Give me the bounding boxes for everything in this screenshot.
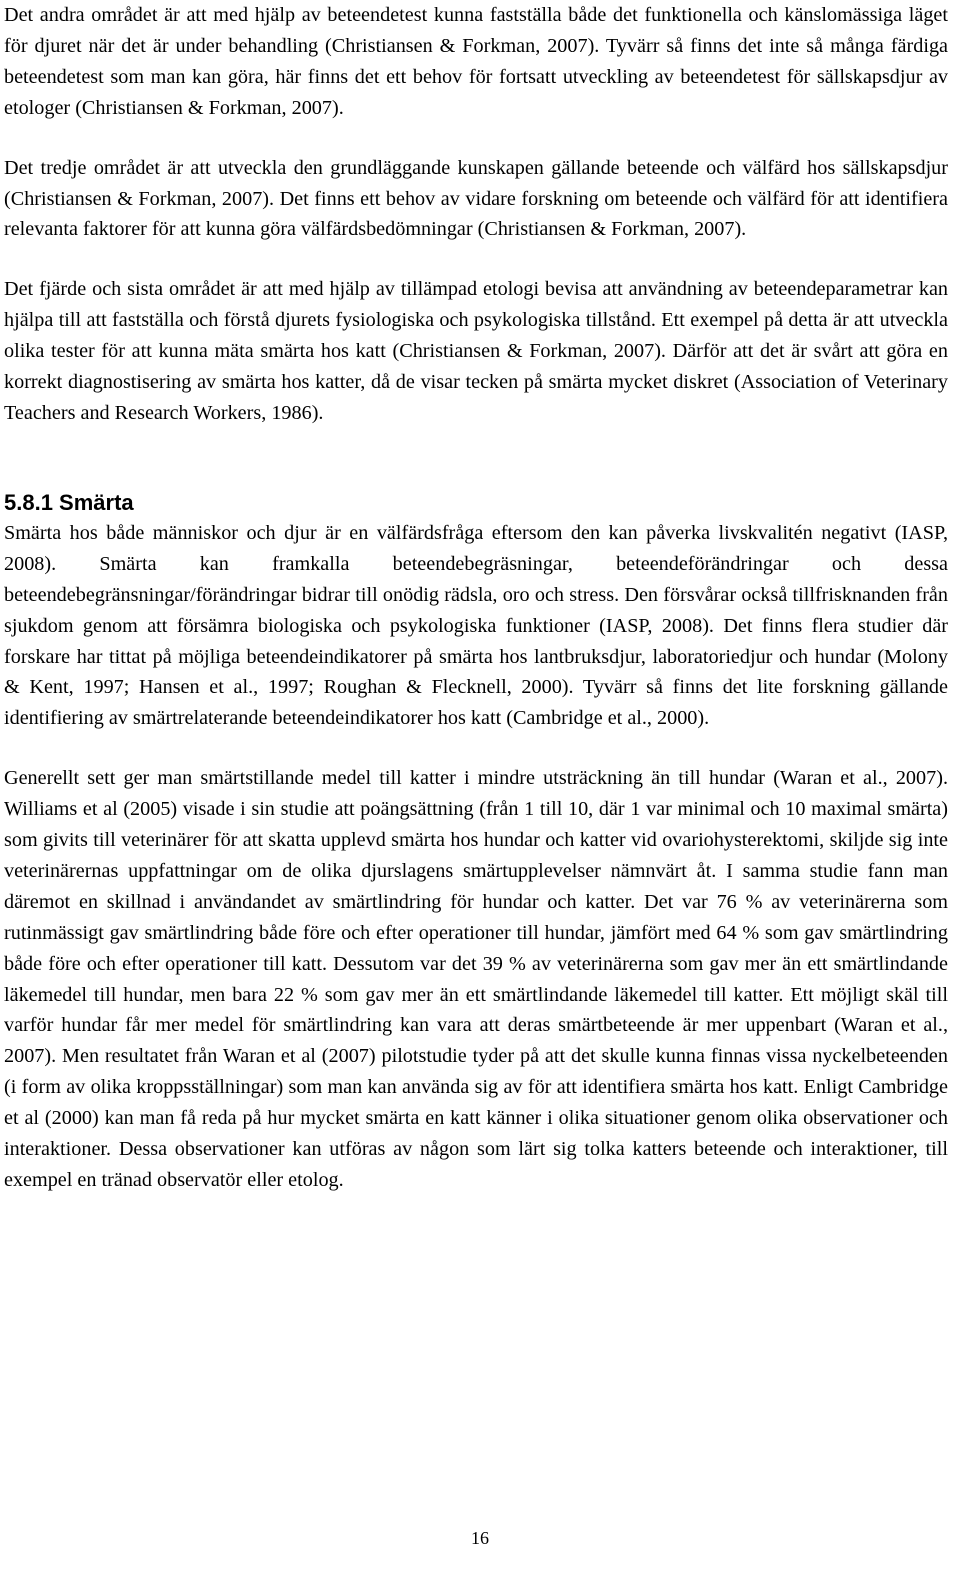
paragraph-behaviour-tests: Det andra området är att med hjälp av beteendetest kunna fastställa både det funktionella och känslomässiga läget för djuret när det är under behandling (Christiansen & Forkman, 2007). Tyvärr så finns det inte så många färdiga beteendetest som man kan göra, här finns det ett behov för fortsatt utveckling av beteendetest för sällskapsdjur av etologer (Christiansen & Forkman, 2007). xyxy=(4,4,948,119)
paragraph-spacer xyxy=(4,734,948,763)
section-spacer xyxy=(4,429,948,488)
section-heading: 5.8.1 Smärta xyxy=(4,489,134,515)
paragraph-spacer xyxy=(4,124,948,153)
paragraph-basic-knowledge: Det tredje området är att utveckla den grundläggande kunskapen gällande beteende och välfärd hos sällskapsdjur (Christiansen & Forkman, 2007). Det finns ett behov av vidare forskning om beteende och välfärd för att identifiera relevanta faktorer för att kunna göra välfärdsbedömningar (Christiansen & Forkman, 2007). xyxy=(4,156,948,241)
paragraph-pain-welfare: Smärta hos både människor och djur är en välfärdsfråga eftersom den kan påverka livskvalitén negativt (IASP, 2008). Smärta kan framkalla beteendebegräsningar, beteendeförändringar och dessa beteendebegränsningar/förändringar bidrar till onödig rädsla, oro och stress. Den försvårar också tillfrisknanden från sjukdom genom att försämra biologiska och psykologiska funktioner (IASP, 2008). Det finns flera studier där forskare har tittat på möjliga beteendeindikatorer på smärta hos lantbruksdjur, laboratoriedjur och hundar (Molony & Kent, 1997; Hansen et al., 1997; Roughan & Flecknell, 2000). Tyvärr så finns det lite forskning gällande identifiering av smärtrelaterande beteendeindikatorer hos katt (Cambridge et al., 2000). xyxy=(4,521,948,730)
paragraph-pain-relief-cats: Generellt sett ger man smärtstillande medel till katter i mindre utsträckning än till hundar (Waran et al., 2007). Williams et al (2005) visade i sin studie att poängsättning (från 1 till 10, där 1 var minimal och 10 maximal smärta) som givits till veterinärer för att skatta upplevd smärta hos hundar och katter vid ovariohysterektomi, skiljde sig inte veterinärernas uppfattningar om de olika djurslagens smärtupplevelser nämnvärt åt. I samma studie fann man däremot en skillnad i användandet av smärtlindring för hundar och katter. Det var 76 % av veterinärerna som rutinmässigt gav smärtlindring både före och efter operationer till hundar, jämfört med 64 % som gav smärtlindring både före och efter operationer till katt. Dessutom var det 39 % av veterinärerna som gav mer än ett smärtlindande läkemedel till hundar, men bara 22 % som gav mer än ett smärtlindande läkemedel till katter. Ett möjligt skäl till varför hundar får mer medel för smärtlindring kan vara att deras smärtbeteende är mer uppenbart (Waran et al., 2007). Men resultatet från Waran et al (2007) pilotstudie tyder på att det skulle kunna finnas vissa nyckelbeteenden (i form av olika kroppsställningar) som man kan använda sig av för att identifiera smärta hos katt. Enligt Cambridge et al (2000) kan man få reda på hur mycket smärta en katt känner i olika situationer genom olika observationer och interaktioner. Dessa observationer kan utföras av någon som lärt sig tolka katters beteende och interaktioner, till exempel en tränad observatör eller etolog. xyxy=(4,767,948,1191)
paragraph-spacer xyxy=(4,245,948,274)
page-number: 16 xyxy=(471,1528,489,1548)
paragraph-applied-ethology: Det fjärde och sista området är att med hjälp av tillämpad etologi bevisa att användning av beteendeparametrar kan hjälpa till att fastställa och förstå djurets fysiologiska och psykologiska tillstånd. Ett exempel på detta är att utveckla olika tester för att kunna mäta smärta hos katt (Christiansen & Forkman, 2007). Därför att det är svårt att göra en korrekt diagnostisering av smärta hos katter, då de visar tecken på smärta mycket diskret (Association of Veterinary Teachers and Research Workers, 1986). xyxy=(4,278,948,424)
page-body xyxy=(4,0,948,1196)
